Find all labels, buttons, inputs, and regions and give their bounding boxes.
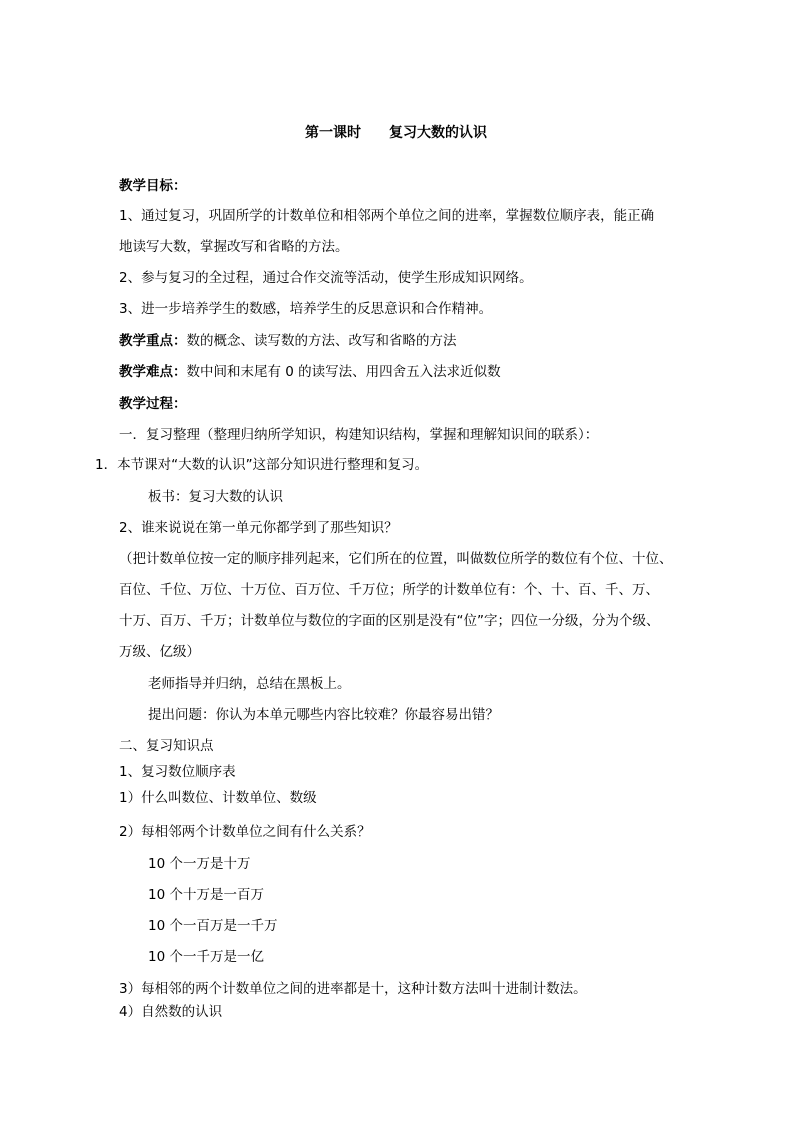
relation-item: 10 个十万是一百万 bbox=[148, 887, 264, 903]
relation-item: 10 个一千万是一亿 bbox=[148, 949, 264, 965]
process-heading: 教学过程： bbox=[119, 396, 187, 412]
sub-item-1: 1、复习数位顺序表 bbox=[119, 764, 236, 780]
question-prompt: 提出问题：你认为本单元哪些内容比较难？你最容易出错？ bbox=[148, 707, 499, 723]
question-1: 1）什么叫数位、计数单位、数级 bbox=[119, 790, 317, 806]
relation-item: 10 个一万是十万 bbox=[148, 856, 251, 872]
key-points bbox=[119, 332, 457, 350]
question-2: 2）每相邻两个计数单位之间有什么关系？ bbox=[119, 824, 371, 840]
key-points-text: 数的概念、读写数的方法、改写和省略的方法 bbox=[186, 333, 457, 349]
answer-line-1: （把计数单位按一定的顺序排列起来，它们所在的位置，叫做数位所学的数位有个位、十位、 bbox=[119, 551, 673, 567]
page-title bbox=[305, 124, 487, 142]
objective-1-line-2: 地读写大数，掌握改写和省略的方法。 bbox=[119, 239, 349, 255]
objective-2: 2、参与复习的全过程，通过合作交流等活动，使学生形成知识网络。 bbox=[119, 270, 533, 286]
step-1: 1．本节课对“大数的认识”这部分知识进行整理和复习。 bbox=[95, 457, 429, 473]
section-1-heading: 一．复习整理（整理归纳所学知识，构建知识结构，掌握和理解知识间的联系）： bbox=[119, 427, 599, 443]
objective-1-line-1: 1、通过复习，巩固所学的计数单位和相邻两个单位之间的进率，掌握数位顺序表，能正确 bbox=[119, 208, 655, 224]
answer-line-2: 百位、千位、万位、十万位、百万位、千万位；所学的计数单位有：个、十、百、千、万、 bbox=[119, 582, 659, 598]
board-text: 板书：复习大数的认识 bbox=[148, 489, 283, 505]
section-2-heading: 二、复习知识点 bbox=[119, 738, 214, 754]
difficulties-label: 教学难点： bbox=[119, 364, 187, 380]
objectives-heading: 教学目标： bbox=[119, 178, 187, 194]
question-3: 3）每相邻的两个计数单位之间的进率都是十，这种计数方法叫十进制计数法。 bbox=[119, 981, 587, 997]
objective-3: 3、进一步培养学生的数感，培养学生的反思意识和合作精神。 bbox=[119, 301, 493, 317]
difficulties bbox=[119, 363, 501, 381]
lesson-label: 第一课时 bbox=[305, 125, 361, 141]
step-2: 2、谁来说说在第一单元你都学到了那些知识？ bbox=[119, 520, 398, 536]
answer-line-4: 万级、亿级） bbox=[119, 644, 200, 660]
key-points-label: 教学重点： bbox=[119, 333, 187, 349]
answer-line-3: 十万、百万、千万；计数单位与数位的字面的区别是没有“位”字；四位一分级，分为个级、 bbox=[119, 613, 660, 629]
question-4: 4）自然数的认识 bbox=[119, 1004, 223, 1020]
relation-item: 10 个一百万是一千万 bbox=[148, 918, 278, 934]
lesson-topic: 复习大数的认识 bbox=[389, 125, 487, 141]
difficulties-text: 数中间和末尾有 0 的读写法、用四舍五入法求近似数 bbox=[186, 364, 501, 380]
teacher-note: 老师指导并归纳，总结在黑板上。 bbox=[148, 676, 351, 692]
